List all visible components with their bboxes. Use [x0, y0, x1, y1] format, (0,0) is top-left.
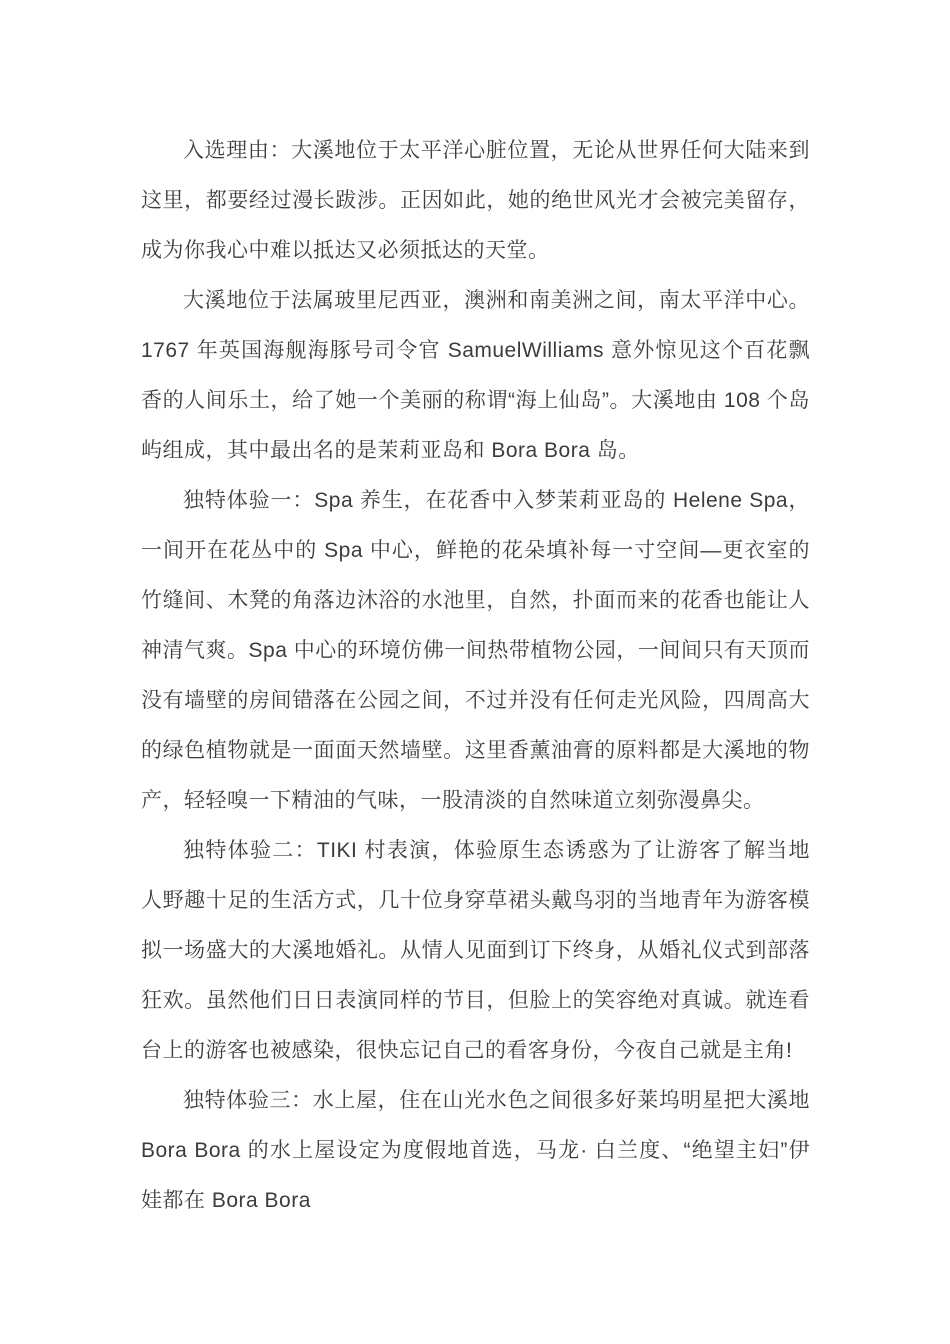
paragraph-selection-reason: 入选理由：大溪地位于太平洋心脏位置，无论从世界任何大陆来到这里，都要经过漫长跋涉。正因如此，她的绝世风光才会被完美留存，成为你我心中难以抵达又必须抵达的天堂。 — [141, 139, 810, 262]
paragraph-experience-one-spa: 独特体验一：Spa 养生，在花香中入梦茉莉亚岛的 Helene Spa，一间开在花丛中的 Spa 中心，鲜艳的花朵填补每一寸空间—更衣室的竹缝间、木凳的角落边沐浴的水池里，自然，扑面而来的花香也能让人神清气爽。Spa 中心的环境仿佛一间热带植物公园，一间间只有天顶而没有墙壁的房间错落在公园之间，不过并没有任何走光风险，四周高大的绿色植物就是一面面天然墙壁。这里香薰油膏的原料都是大溪地的物产，轻轻嗅一下精油的气味，一股清淡的自然味道立刻弥漫鼻尖。 — [141, 489, 810, 812]
document-text-area — [141, 126, 810, 1226]
paragraph-location-intro: 大溪地位于法属玻里尼西亚，澳洲和南美洲之间，南太平洋中心。1767 年英国海舰海豚号司令官 SamuelWilliams 意外惊见这个百花飘香的人间乐土，给了她一个美丽的称谓“海上仙岛”。大溪地由 108 个岛屿组成，其中最出名的是茉莉亚岛和 Bora Bora 岛。 — [141, 289, 810, 462]
paragraph-experience-three-overwater: 独特体验三：水上屋，住在山光水色之间很多好莱坞明星把大溪地 Bora Bora 的水上屋设定为度假地首选，马龙· 白兰度、“绝望主妇”伊娃都在 Bora Bora — [141, 1089, 810, 1212]
paragraph-experience-two-tiki: 独特体验二：TIKI 村表演，体验原生态诱惑为了让游客了解当地人野趣十足的生活方式，几十位身穿草裙头戴鸟羽的当地青年为游客模拟一场盛大的大溪地婚礼。从情人见面到订下终身，从婚礼仪式到部落狂欢。虽然他们日日表演同样的节目，但脸上的笑容绝对真诚。就连看台上的游客也被感染，很快忘记自己的看客身份，今夜自己就是主角! — [141, 839, 810, 1062]
